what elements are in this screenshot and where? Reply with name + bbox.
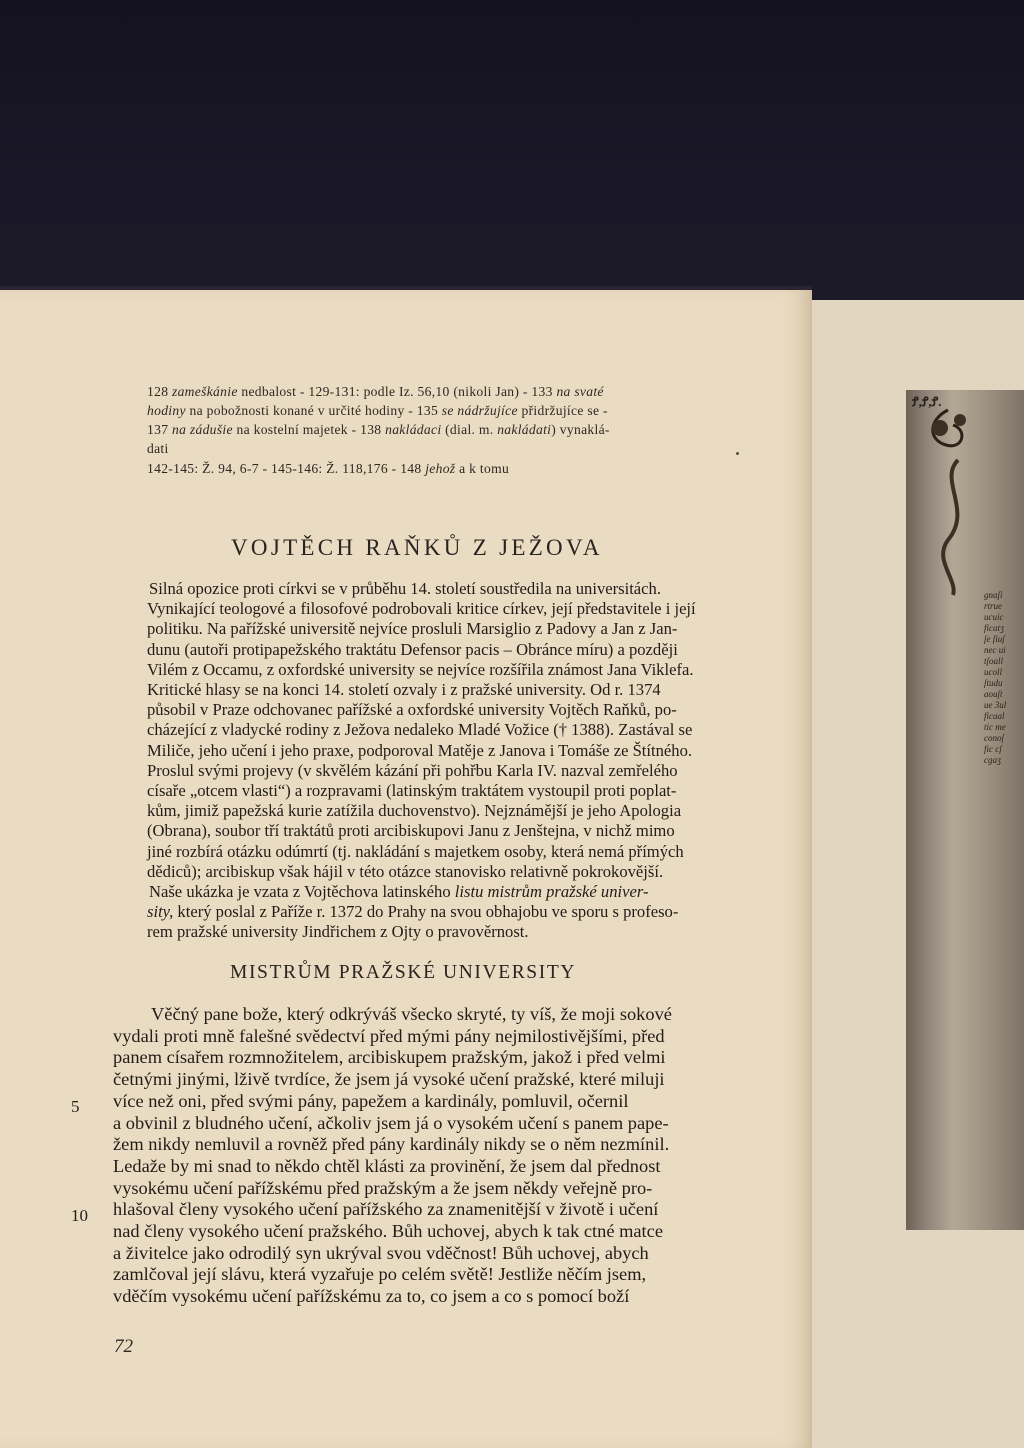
note-line: 128 zameškánie nedbalost - 129-131: podle Iz. 56,10 (nikoli Jan) - 133 na svaté	[147, 384, 604, 399]
note-line: 142-145: Ž. 94, 6-7 - 145-146: Ž. 118,176 - 148 jehož a k tomu	[147, 461, 510, 476]
note-line: hodiny na pobožnosti konané v určité hodiny - 135 se nádržujíce přidržujíce se -	[147, 403, 608, 418]
glossary-notes	[147, 382, 777, 478]
line-number: 5	[71, 1097, 80, 1116]
text-title: MISTRŮM PRAŽSKÉ UNIVERSITY	[230, 962, 577, 983]
section-title: VOJTĚCH RAŇKŮ Z JEŽOVA	[231, 535, 603, 560]
letter-text: Věčný pane bože, který odkrýváš všecko skryté, ty víš, že moji sokové vydali proti mně falešné svědectví před mými pány nejmilostivějšími, před panem císařem rozmnožitelem, arcibiskupem pražským, jakož i před velmi četnými jinými, lživě tvrdíce, že jsem já vysoké učení pražské, které miluji více než oni, před svými pány, papežem a kardinály, pomluvil, očernil a obvinil z bludného učení, ačkoliv jsem já o vysokém učení s panem pape- žem nikdy nemluvil a rovněž před pány kardinály nikdy se o něm nezmínil. Ledaže by mi snad to někdo chtěl klásti za provinění, že jsem dal přednost vysokému učení pařížskému před pražským a že jsem někdy veřejně pro- hlašoval členy vysokého učení pařížského za znamenitější v životě i učení nad členy vysokého učení pražského. Bůh uchovej, abych k tak ctné matce a živitelce jako odrodilý syn ukrýval svou vděčnost! Bůh uchovej, abych zamlčoval její slávu, která vyzařuje po celém světě! Jestliže něčím jsem, vděčím vysokému učení pařížskému za to, co jsem a co s pomocí boží	[113, 1004, 672, 1307]
plate-header: Ꝭ,Ꝭ,Ꝭ.	[912, 394, 942, 409]
print-speck	[736, 452, 739, 455]
background-dark	[0, 0, 1024, 300]
intro-paragraph: Silná opozice proti církvi se v průběhu 14. století soustředila na universitách. Vynikající teologové a filosofové podrobovali kritice církev, její představitele i její politiku. Na pařížské universitě nejvíce prosluli Marsiglio z Padovy a Jan z Jan- dunu (autoři protipapežského traktátu Defensor pacis – Obránce míru) a později Vilém z Occamu, z oxfordské university se nejvíce rozšířila známost Jana Viklefa. Kritické hlasy se na konci 14. století ozvaly i z pražské university. Od r. 1374 působil v Praze odchovanec pařížské a oxfordské university Vojtěch Raňků, po- cházející z vladycké rodiny z Ježova nedaleko Mladé Vožice († 1388). Zastával se Miliče, jeho učení i jeho praxe, podporoval Matěje z Janova i Tomáše ze Štítného. Proslul svými projevy (v skvělém kázání při pohřbu Karla IV. nazval zemřelého císaře „otcem vlasti“) a rozpravami (latinským traktátem vystoupil proti poplat- kům, jimiž papežská kurie zatížila duchovenstvo). Nejznámější je jeho Apologia (Obrana), soubor tří traktátů proti arcibiskupovi Janu z Jenštejna, v nichž mimo jiné rozbírá otázku odúmrtí (tj. nakládání s majetkem osoby, která nemá přímých dědiců); arcibiskup však hájil v této otázce stanovisko relativně pokrokovější. Naše ukázka je vzata z Vojtěchova latinského listu mistrům pražské univer- sity, který poslal z Paříže r. 1372 do Prahy na svou obhajobu ve sporu s profeso- rem pražské university Jindřichem z Ojty o pravověrnost.	[147, 579, 696, 942]
page-number: 72	[114, 1336, 133, 1357]
note-line: dati	[147, 441, 169, 456]
note-line: 137 na zádušie na kostelní majetek - 138 nakládaci (dial. m. nakládati) vynaklá-	[147, 422, 610, 437]
plate-text-column: gnaſi rtrue ucuic ficatʒ ſe ſiuſ nec ui tſoall ucoll ſtudu aouſt ue 3ul ficaal tic me conoſ fic cſ cgaʒ	[984, 590, 1007, 765]
initial-ornament-icon	[918, 400, 978, 600]
line-number: 10	[71, 1206, 88, 1225]
